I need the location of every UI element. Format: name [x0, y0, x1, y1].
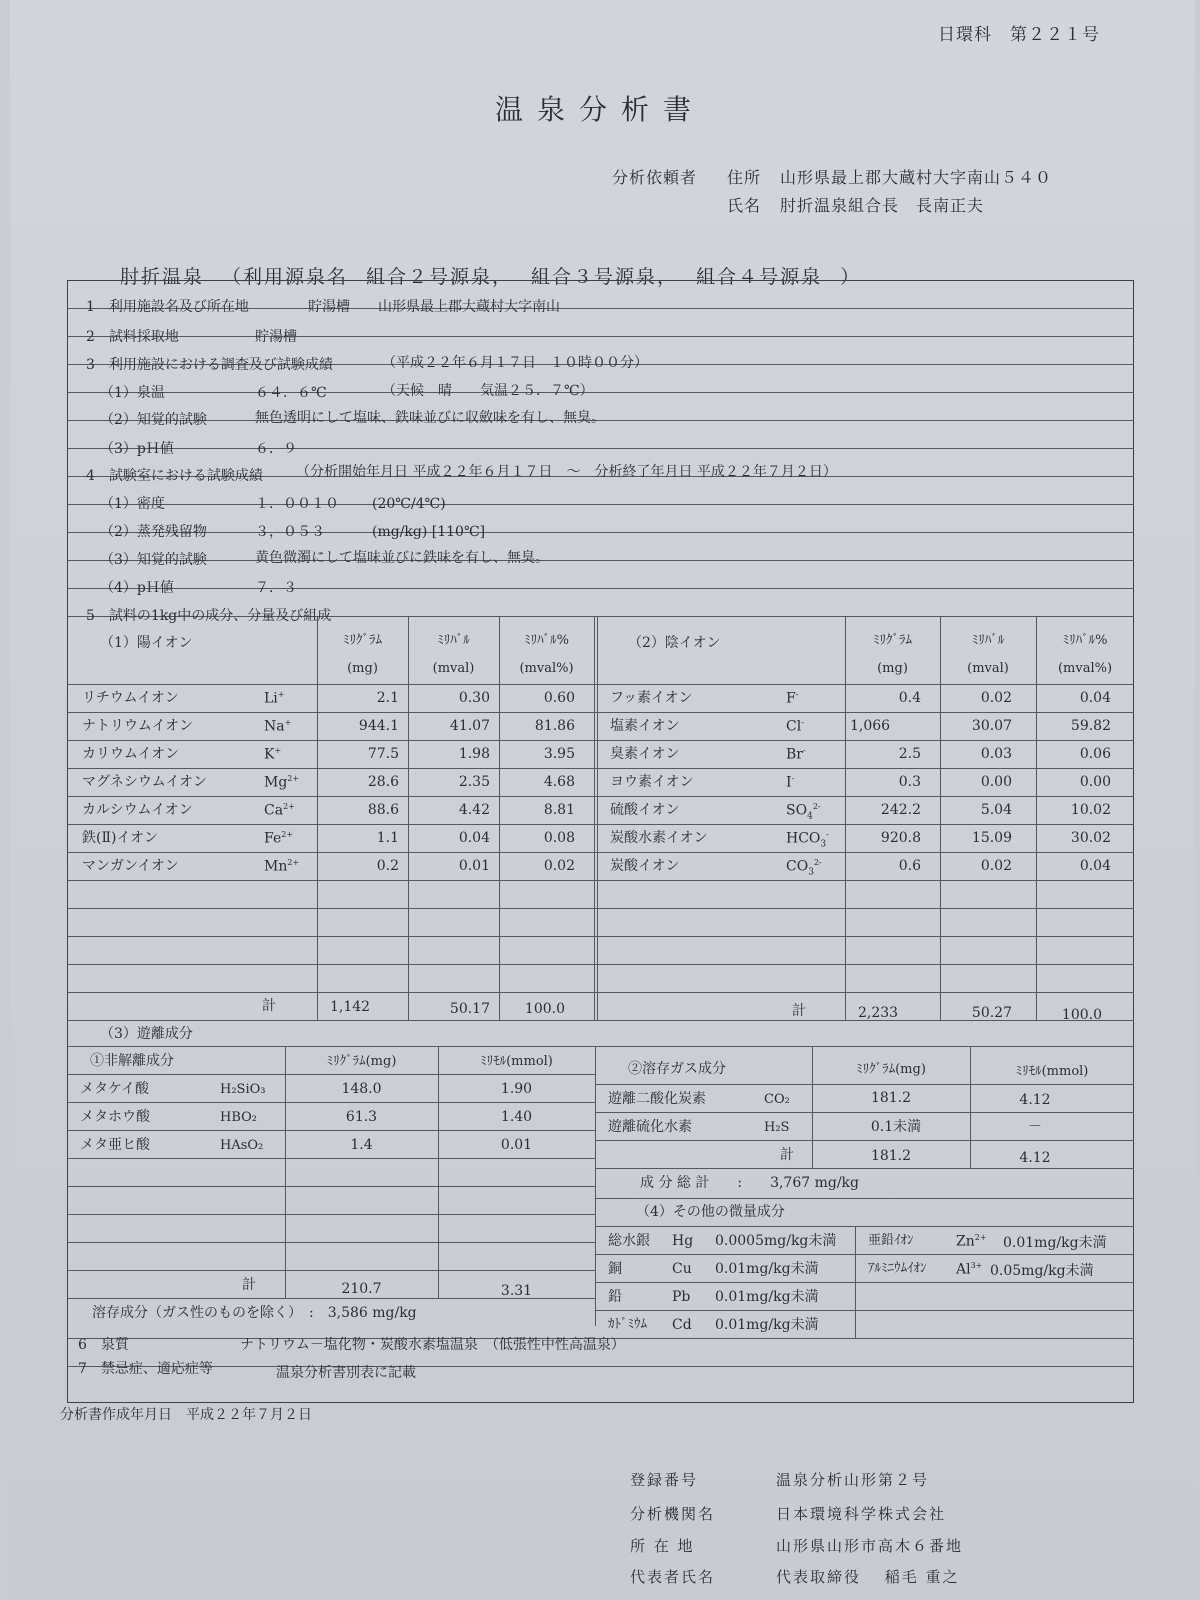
col-rule — [408, 616, 409, 1020]
gas-mmol: 4.12 — [1019, 1092, 1051, 1108]
anion-mval: 30.07 — [971, 718, 1012, 734]
cation-name: リチウムイオン — [82, 690, 179, 706]
anion-col-pct-unit: (mval%) — [1057, 661, 1113, 676]
cation-mval: 0.04 — [458, 830, 490, 846]
nd-symbol: HBO₂ — [220, 1110, 258, 1125]
anion-symbol: $CO_3^{2-}$ — [786, 858, 822, 878]
anion-mval: 0.02 — [980, 690, 1012, 706]
nd-total-label: 計 — [242, 1277, 256, 1293]
nd-name: メタホウ酸 — [80, 1109, 150, 1125]
row4-2-value: ３，０５３ — [255, 524, 325, 540]
nd-total-mmol: 3.31 — [500, 1283, 533, 1299]
row6-value: ナトリウム－塩化物・炭酸水素塩温泉 （低張性中性高温泉） — [240, 1337, 625, 1353]
row4-2-unit: (mg/kg) [110℃] — [372, 524, 486, 540]
rule — [67, 336, 1134, 337]
row5-label: 5 試料の1kg中の成分、分量及び組成 — [86, 608, 332, 624]
rule — [67, 1102, 595, 1103]
row4-4-value: ７．３ — [255, 580, 297, 596]
anion-symbol: $HCO_3^-$ — [786, 830, 829, 850]
gas-header: ②溶存ガス成分 — [628, 1061, 726, 1077]
footer-value: 山形県山形市高木６番地 — [776, 1537, 964, 1555]
anion-pct: 30.02 — [1070, 830, 1111, 846]
rule — [67, 1242, 595, 1243]
trace-header: （4）その他の微量成分 — [636, 1204, 785, 1220]
trace-symbol: $Zn^{2+}$ — [956, 1233, 987, 1250]
row3-3-value: ６．９ — [255, 441, 297, 457]
doc-number: 日環科 第２２１号 — [938, 25, 1100, 45]
anion-symbol: Cl- — [786, 718, 804, 735]
anion-name: ヨウ素イオン — [610, 774, 694, 790]
nd-total-mg: 210.7 — [341, 1281, 382, 1297]
anion-name: フッ素イオン — [610, 690, 693, 706]
trace-symbol: Cu — [672, 1261, 692, 1277]
trace-name: ｱﾙﾐﾆｳﾑｲｵﾝ — [868, 1261, 927, 1276]
col-rule — [845, 616, 846, 1020]
cation-name: カリウムイオン — [82, 746, 180, 762]
row4-1-value: １．００１０ — [255, 496, 339, 512]
col-rule — [594, 616, 595, 1020]
cation-pct: 8.81 — [543, 802, 575, 818]
anion-total-pct: 100.0 — [1061, 1007, 1102, 1023]
cation-pct: 0.08 — [543, 830, 575, 846]
cation-symbol: $Mg^{2+}$ — [264, 774, 300, 791]
trace-value: 0.0005mg/kg未満 — [715, 1233, 837, 1249]
cation-col-mval-unit: (mval) — [432, 661, 475, 676]
gas-total-mmol: 4.12 — [1019, 1150, 1051, 1166]
row7-label: 7 禁忌症、適応症等 — [78, 1361, 213, 1377]
cation-total-mval: 50.17 — [449, 1001, 490, 1017]
cation-mg: 0.2 — [376, 858, 399, 874]
footer-value: 日本環境科学株式会社 — [776, 1505, 947, 1523]
rule — [67, 1186, 595, 1187]
cation-symbol: Na+ — [264, 718, 292, 735]
gas-mmol: － — [1028, 1119, 1042, 1135]
rule — [67, 1270, 595, 1271]
cation-name: マグネシウムイオン — [82, 774, 208, 790]
col-rule — [595, 1046, 596, 1326]
anion-mg: 1,066 — [850, 718, 891, 734]
cation-mg: 77.5 — [367, 746, 399, 762]
anion-mg: 0.3 — [898, 774, 921, 790]
rule — [67, 560, 1134, 561]
row4-date: （分析開始年月日 平成２２年６月１７日 ～ 分析終了年月日 平成２２年７月２日） — [296, 464, 837, 480]
anion-pct: 10.02 — [1070, 802, 1111, 818]
anion-col-mval: ﾐﾘﾊﾞﾙ — [971, 633, 1005, 648]
anion-symbol: Br- — [786, 746, 806, 763]
anion-name: 塩素イオン — [610, 718, 680, 734]
nd-mmol: 1.90 — [500, 1081, 533, 1097]
cation-symbol: $Ca^{2+}$ — [264, 802, 295, 819]
trace-value: 0.01mg/kg未満 — [715, 1261, 819, 1277]
rule — [595, 1226, 1134, 1227]
gas-name: 遊離硫化水素 — [608, 1119, 692, 1135]
nd-name: メタ亜ヒ酸 — [80, 1137, 150, 1153]
gas-symbol: H₂S — [764, 1120, 790, 1135]
cation-mg: 88.6 — [367, 802, 399, 818]
cation-symbol: Li+ — [264, 690, 285, 707]
cation-total-pct: 100.0 — [524, 1001, 565, 1017]
cation-col-mval: ﾐﾘﾊﾞﾙ — [437, 633, 470, 648]
anion-total-mg: 2,233 — [858, 1005, 899, 1021]
rule — [67, 448, 1134, 449]
row4-1-label: （1）密度 — [100, 496, 165, 512]
cation-header: （1）陽イオン — [100, 635, 193, 651]
anion-col-mval-unit: (mval) — [967, 661, 1009, 676]
row3-date: （平成２２年６月１７日 １０時００分） — [382, 355, 648, 371]
cation-pct: 81.86 — [534, 718, 575, 734]
rule — [67, 1074, 595, 1075]
issue-date: 分析書作成年月日 平成２２年７月２日 — [60, 1407, 312, 1423]
gas-total-label: 計 — [780, 1147, 794, 1163]
onsen-name: 肘折温泉 — [120, 266, 205, 288]
cation-name: ナトリウムイオン — [82, 718, 194, 734]
trace-name: 銅 — [608, 1261, 622, 1277]
rule — [595, 1198, 1134, 1199]
row3-2-value: 無色透明にして塩味、鉄味並びに収斂味を有し、無臭。 — [255, 410, 605, 426]
footer-value: 温泉分析山形第２号 — [776, 1471, 930, 1489]
footer-label: 所 在 地 — [630, 1537, 695, 1555]
row4-2-label: （2）蒸発残留物 — [100, 524, 207, 540]
col-rule — [597, 616, 598, 1020]
anion-header: （2）陰イオン — [628, 635, 721, 651]
footer-label: 代表者氏名 — [630, 1568, 716, 1586]
trace-name: 総水銀 — [608, 1233, 650, 1249]
rule — [67, 880, 1134, 881]
rule — [595, 1084, 1134, 1085]
nd-col-mg: ﾐﾘｸﾞﾗﾑ(mg) — [326, 1054, 397, 1069]
trace-symbol: Cd — [672, 1317, 692, 1333]
trace-value: 0.05mg/kg未満 — [990, 1263, 1094, 1279]
rule — [67, 824, 1134, 825]
rule — [67, 768, 1134, 769]
anion-pct: 0.06 — [1079, 746, 1111, 762]
anion-col-pct: ﾐﾘﾊﾞﾙ% — [1062, 633, 1108, 648]
anion-col-mg: ﾐﾘｸﾞﾗﾑ — [873, 633, 912, 648]
dissolved-total: 溶存成分（ガス性のものを除く） : 3,586 mg/kg — [92, 1305, 417, 1321]
cation-mval: 0.01 — [458, 858, 490, 874]
rule — [67, 992, 1134, 993]
row3-label: 3 利用施設における調査及び試験成績 — [86, 357, 333, 373]
row4-3-label: （3）知覚的試験 — [100, 552, 207, 568]
cation-mg: 28.6 — [367, 774, 399, 790]
row4-1-unit: (20℃/4℃) — [372, 496, 446, 512]
anion-mg: 2.5 — [898, 746, 921, 762]
cation-col-pct: ﾐﾘﾊﾞﾙ% — [524, 633, 569, 648]
cation-symbol: $Fe^{2+}$ — [264, 830, 294, 847]
source-4: 組合４号源泉 — [696, 266, 823, 288]
cation-mval: 41.07 — [449, 718, 490, 734]
row4-4-label: （4）pＨ値 — [100, 580, 174, 596]
anion-name: 臭素イオン — [610, 746, 680, 762]
rule — [67, 588, 1134, 589]
rule — [67, 1130, 595, 1131]
requester-label: 分析依頼者 — [612, 168, 698, 187]
requester-name-label: 氏名 — [727, 196, 762, 215]
row3-1-label: （1）泉温 — [100, 385, 165, 401]
cation-pct: 4.68 — [543, 774, 575, 790]
cation-mval: 0.30 — [458, 690, 490, 706]
row3-2-label: （2）知覚的試験 — [100, 412, 207, 428]
cation-pct: 3.95 — [543, 746, 575, 762]
trace-name: 鉛 — [608, 1289, 622, 1305]
nd-col-mmol: ﾐﾘﾓﾙ(mmol) — [480, 1054, 553, 1069]
anion-symbol: $SO_4^{2-}$ — [786, 802, 821, 822]
gas-col-mg: ﾐﾘｸﾞﾗﾑ(mg) — [856, 1062, 926, 1077]
anion-mval: 15.09 — [971, 830, 1012, 846]
anion-mval: 0.00 — [980, 774, 1012, 790]
nd-symbol: HAsO₂ — [220, 1138, 264, 1153]
anion-mg: 242.2 — [880, 802, 921, 818]
col-rule — [940, 616, 941, 1020]
anion-symbol: F- — [786, 690, 799, 707]
cation-name: マンガンイオン — [82, 858, 179, 874]
nondissociated-header: ①非解離成分 — [90, 1053, 174, 1069]
anion-mval: 5.04 — [980, 802, 1012, 818]
free-header: （3）遊離成分 — [100, 1026, 193, 1042]
anion-pct: 59.82 — [1070, 718, 1111, 734]
row3-1-weather: （天候 晴 気温２５．７℃） — [382, 383, 594, 399]
cation-mg: 1.1 — [376, 830, 399, 846]
rule — [67, 796, 1134, 797]
source-3: 組合３号源泉， — [531, 266, 679, 288]
footer-label: 分析機関名 — [630, 1505, 716, 1523]
cation-total-mg: 1,142 — [330, 999, 371, 1015]
anion-total-mval: 50.27 — [971, 1005, 1012, 1021]
row1-value: 貯湯槽 山形県最上郡大蔵村大字南山 — [308, 299, 560, 315]
rule — [67, 964, 1134, 965]
rule — [67, 504, 1134, 505]
row3-3-label: （3）pＨ値 — [100, 441, 174, 457]
source-close: ） — [840, 266, 862, 288]
row4-label: 4 試験室における試験成績 — [86, 468, 263, 484]
rule — [67, 392, 1134, 393]
anion-name: 炭酸イオン — [610, 858, 680, 874]
rule — [595, 1254, 1134, 1255]
rule — [67, 532, 1134, 533]
cation-mg: 944.1 — [358, 718, 399, 734]
anion-pct: 0.04 — [1079, 690, 1111, 706]
grand-total: 成 分 総 計 : 3,767 mg/kg — [640, 1175, 859, 1191]
cation-pct: 0.02 — [543, 858, 575, 874]
rule — [67, 908, 1134, 909]
gas-total-mg: 181.2 — [870, 1148, 912, 1164]
requester-address-label: 住所 — [727, 168, 762, 187]
cation-name: 鉄(Ⅱ)イオン — [82, 830, 159, 846]
cation-name: カルシウムイオン — [82, 802, 193, 818]
rule — [67, 684, 1134, 685]
anion-name: 炭酸水素イオン — [610, 830, 708, 846]
anion-pct: 0.00 — [1079, 774, 1111, 790]
requester-address: 山形県最上郡大蔵村大字南山５４０ — [780, 168, 1053, 187]
rule — [67, 712, 1134, 713]
gas-symbol: CO₂ — [764, 1092, 790, 1107]
cation-col-pct-unit: (mval%) — [519, 661, 574, 676]
trace-value: 0.01mg/kg未満 — [715, 1289, 819, 1305]
trace-value: 0.01mg/kg未満 — [1003, 1235, 1107, 1251]
anion-mval: 0.03 — [980, 746, 1012, 762]
cation-total-label: 計 — [262, 998, 276, 1014]
cation-mval: 2.35 — [458, 774, 490, 790]
row2-label: 2 試料採取地 — [86, 329, 179, 345]
col-rule — [317, 616, 318, 1020]
trace-name: ｶﾄﾞﾐｳﾑ — [608, 1317, 647, 1332]
row1-label: 1 利用施設名及び所在地 — [86, 299, 249, 315]
col-rule — [855, 1226, 856, 1338]
rule — [67, 1214, 595, 1215]
anion-mval: 0.02 — [980, 858, 1012, 874]
footer-value: 代表取締役 稲毛 重之 — [776, 1568, 960, 1586]
anion-name: 硫酸イオン — [610, 802, 680, 818]
anion-mg: 0.4 — [898, 690, 921, 706]
nd-mg: 148.0 — [341, 1081, 382, 1097]
nd-mmol: 1.40 — [500, 1109, 533, 1125]
anion-pct: 0.04 — [1079, 858, 1111, 874]
source-used-label: （利用源泉名 — [222, 266, 349, 288]
nd-mmol: 0.01 — [500, 1137, 533, 1153]
gas-name: 遊離二酸化炭素 — [608, 1091, 706, 1107]
row7-value: 温泉分析書別表に記載 — [276, 1365, 416, 1381]
rule — [595, 1112, 1134, 1113]
rule — [67, 1158, 595, 1159]
trace-value: 0.01mg/kg未満 — [715, 1317, 819, 1333]
trace-symbol: Pb — [672, 1289, 691, 1305]
rule — [595, 1282, 1134, 1283]
gas-mg: 0.1未満 — [870, 1119, 922, 1135]
row3-1-value: ６４．６℃ — [255, 385, 327, 401]
anion-total-label: 計 — [792, 1003, 806, 1019]
trace-symbol: $Al^{3+}$ — [956, 1261, 983, 1278]
anion-symbol: I- — [786, 774, 795, 791]
rule — [595, 1168, 1134, 1169]
cation-mval: 4.42 — [458, 802, 490, 818]
gas-col-mmol: ﾐﾘﾓﾙ(mmol) — [1015, 1064, 1089, 1079]
footer-label: 登録番号 — [630, 1471, 699, 1489]
anion-mg: 0.6 — [898, 858, 921, 874]
cation-col-mg: ﾐﾘｸﾞﾗﾑ — [343, 633, 382, 648]
anion-col-mg-unit: (mg) — [877, 661, 908, 676]
source-2: 組合２号源泉， — [366, 266, 514, 288]
trace-symbol: Hg — [672, 1233, 694, 1249]
rule — [67, 1366, 1134, 1367]
nd-name: メタケイ酸 — [80, 1081, 150, 1097]
trace-name: 亜鉛ｲｵﾝ — [868, 1233, 914, 1248]
cation-mg: 2.1 — [376, 690, 399, 706]
rule — [67, 852, 1134, 853]
rule — [595, 1140, 1134, 1141]
cation-pct: 0.60 — [543, 690, 575, 706]
row2-value: 貯湯槽 — [255, 329, 297, 345]
row4-3-value: 黄色微濁にして塩味並びに鉄味を有し、無臭。 — [255, 550, 549, 566]
cation-symbol: K+ — [264, 746, 282, 763]
rule — [67, 936, 1134, 937]
col-rule — [1036, 616, 1037, 1020]
col-rule — [499, 616, 500, 1020]
nd-mg: 1.4 — [350, 1137, 373, 1153]
cation-symbol: $Mn^{2+}$ — [264, 858, 300, 875]
gas-mg: 181.2 — [870, 1090, 912, 1106]
anion-mg: 920.8 — [880, 830, 921, 846]
nd-symbol: H₂SiO₃ — [220, 1082, 266, 1097]
nd-mg: 61.3 — [345, 1109, 378, 1125]
cation-col-mg-unit: (mg) — [347, 661, 378, 676]
rule — [67, 1046, 1134, 1047]
rule — [595, 1310, 1134, 1311]
requester-name: 肘折温泉組合長 長南正夫 — [780, 196, 985, 215]
page-title: 温泉分析書 — [494, 93, 705, 126]
rule — [67, 740, 1134, 741]
cation-mval: 1.98 — [458, 746, 490, 762]
row6-label: 6 泉質 — [78, 1337, 129, 1353]
